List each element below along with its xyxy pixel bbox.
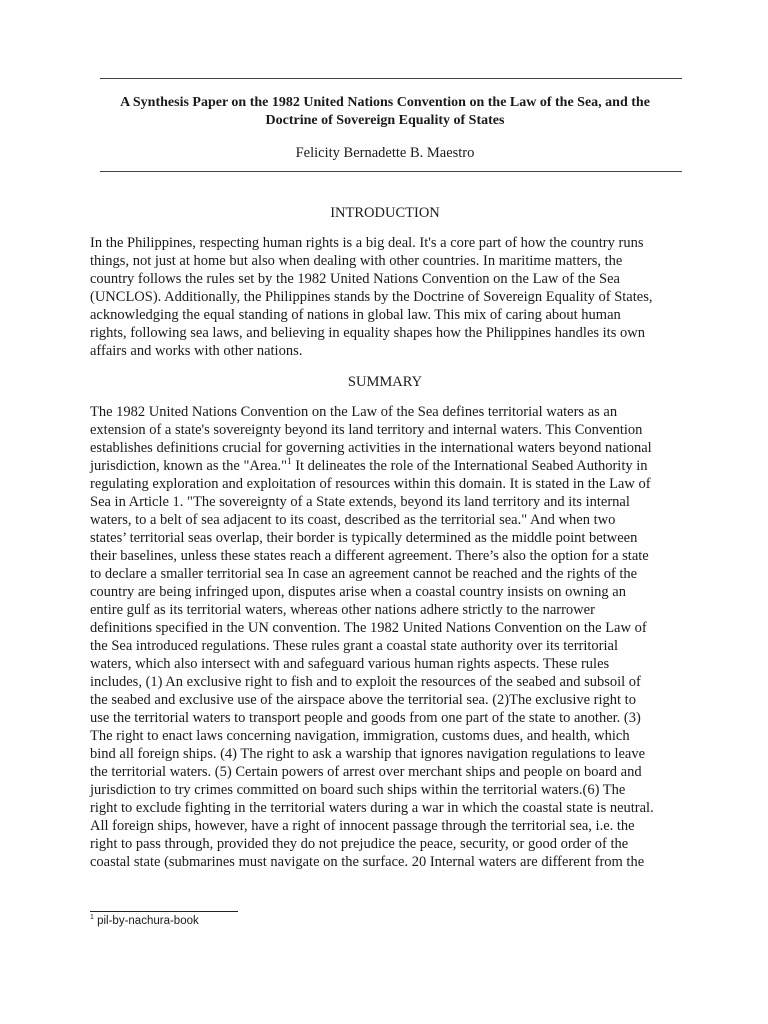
text-line: country follows the rules set by the 1982 United Nations Convention on the Law of the Sea — [90, 271, 620, 287]
introduction-heading: INTRODUCTION — [330, 205, 440, 221]
footnote-text: pil-by-nachura-book — [93, 915, 199, 927]
text-line: to declare a smaller territorial sea In case an agreement cannot be reached and the rights of the — [90, 566, 638, 582]
text-line: right to pass through, provided they do not prejudice the peace, security, or good order of the — [90, 836, 629, 852]
text-line: states’ territorial seas overlap, their border is typically determined as the middle point between — [90, 530, 638, 546]
text-line: In the Philippines, respecting human rights is a big deal. It's a core part of how the country runs — [90, 235, 644, 251]
paper-title-line-2: Doctrine of Sovereign Equality of States — [265, 113, 505, 128]
text-line: jurisdiction to try crimes committed on board such ships within the territorial waters.(6) The — [90, 782, 626, 798]
text-line: The right to enact laws concerning navigation, immigration, customs dues, and health, which — [90, 728, 630, 744]
text-line: their baselines, unless these states reach a different agreement. There’s also the option for a state — [90, 548, 649, 564]
text-line: use the territorial waters to transport people and goods from one part of the state to another. (3) — [90, 710, 641, 726]
text-line: affairs and works with other nations. — [90, 343, 303, 359]
text-line: acknowledging the equal standing of nations in global law. This mix of caring about human — [90, 307, 621, 323]
summary-paragraph — [90, 403, 690, 871]
text-line: extension of a state's sovereignty beyond its land territory and internal waters. This Convention — [90, 422, 643, 438]
text-line: the seabed and exclusive use of the airspace above the territorial sea. (2)The exclusive right to — [90, 692, 636, 708]
introduction-paragraph — [90, 234, 690, 360]
author-name: Felicity Bernadette B. Maestro — [295, 145, 475, 161]
text-line: coastal state (submarines must navigate on the surface. 20 Internal waters are different from the — [90, 854, 645, 870]
text-line: definitions specified in the UN convention. The 1982 United Nations Convention on the Law of — [90, 620, 647, 636]
header-bottom-rule — [100, 171, 682, 172]
text-line: The 1982 United Nations Convention on the Law of the Sea defines territorial waters as an — [90, 404, 618, 420]
header-top-rule — [100, 78, 682, 79]
text-segment: It delineates the role of the International Seabed Authority in — [291, 458, 648, 474]
footnote-number: 1 — [90, 914, 94, 922]
text-line-with-footnote-ref — [90, 457, 690, 475]
text-segment: jurisdiction, known as the "Area." — [90, 458, 288, 474]
text-line: regulating exploration and exploitation of resources within this domain. It is stated in the Law of — [90, 476, 651, 492]
text-line: right to exclude fighting in the territorial waters during a war in which the coastal state is neutral. — [90, 800, 654, 816]
text-line: the Sea introduced regulations. These rules grant a coastal state authority over its territorial — [90, 638, 619, 654]
paper-title — [90, 94, 680, 130]
text-line: includes, (1) An exclusive right to fish and to exploit the resources of the seabed and subsoil of — [90, 674, 641, 690]
text-line: waters, which also intersect with and safeguard various human rights aspects. These rules — [90, 656, 610, 672]
summary-heading: SUMMARY — [347, 374, 423, 390]
footnote — [90, 914, 199, 928]
text-line: establishes definitions crucial for governing activities in the international waters beyond national — [90, 440, 652, 456]
text-line: Sea in Article 1. "The sovereignty of a State extends, beyond its land territory and its internal — [90, 494, 630, 510]
text-line: All foreign ships, however, have a right of innocent passage through the territorial sea, i.e. the — [90, 818, 635, 834]
text-line: rights, following sea laws, and believing in equality shapes how the Philippines handles its own — [90, 325, 645, 341]
text-line: waters, to a belt of sea adjacent to its coast, described as the territorial sea." And when two — [90, 512, 616, 528]
text-line: the territorial waters. (5) Certain powers of arrest over merchant ships and people on board and — [90, 764, 642, 780]
text-line: entire gulf as its territorial waters, whereas other nations adhere strictly to the narrower — [90, 602, 595, 618]
footnote-separator — [90, 911, 238, 912]
paper-title-line-1: A Synthesis Paper on the 1982 United Nations Convention on the Law of the Sea, and the — [120, 95, 650, 110]
text-line: bind all foreign ships. (4) The right to ask a warship that ignores navigation regulations to leave — [90, 746, 646, 762]
text-line: (UNCLOS). Additionally, the Philippines stands by the Doctrine of Sovereign Equality of States, — [90, 289, 653, 305]
text-line: country are being infringed upon, disputes arise when a coastal country insists on owning an — [90, 584, 626, 600]
footnote-reference: 1 — [287, 456, 292, 467]
text-line: things, not just at home but also when dealing with other countries. In maritime matters, the — [90, 253, 623, 269]
